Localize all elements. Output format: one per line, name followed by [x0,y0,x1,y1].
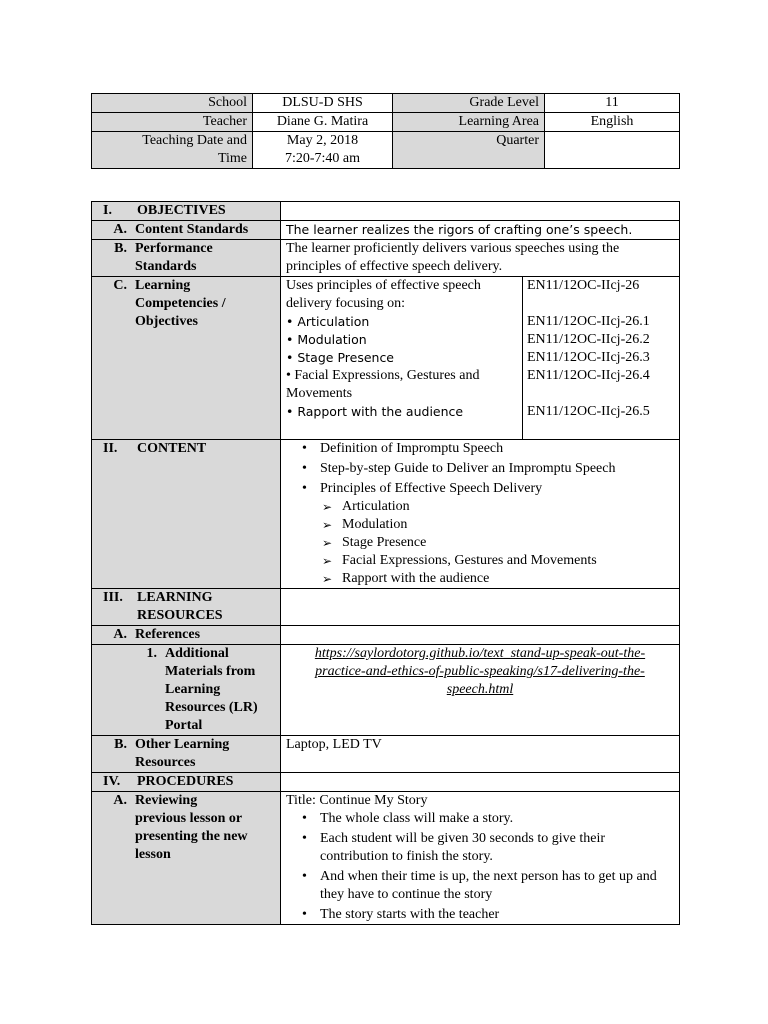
grade-label: Grade Level [393,94,545,113]
activity-bullet: • The whole class will make a story. [286,810,674,828]
content-subitem: ➢ Modulation [320,516,674,534]
school-value: DLSU-D SHS [253,94,393,113]
content-subitem: ➢ Rapport with the audience [320,570,674,588]
competency-item: • Rapport with the audience [286,404,464,419]
teacher-label: Teacher [92,113,253,132]
additional-materials-label [92,645,281,736]
date-time-value [253,132,393,169]
header-table [91,93,680,169]
activity-title: Title: Continue My Story [286,793,428,808]
additional-materials-link[interactable] [281,645,680,736]
content-subitem-list [286,498,674,588]
content-bullet: • Definition of Impromptu Speech [286,440,674,458]
competency-code: EN11/12OC-IIcj-26.5 [527,404,650,419]
competencies-title-2: Competencies / [135,296,226,311]
reviewing-content [281,792,680,925]
references-label [92,626,281,645]
content-subitem: ➢ Articulation [320,498,674,516]
activity-bullet: • The story starts with the teacher [286,906,674,924]
additional-title-2: Materials from [165,664,256,679]
reference-link-line-3[interactable]: speech.html [446,682,514,697]
competency-item: • Modulation [286,332,367,347]
other-resources-title-2: Resources [135,755,196,770]
quarter-label: Quarter [393,132,545,169]
other-resources-text: Laptop, LED TV [281,736,680,773]
other-resources-title-1: Other Learning [135,737,230,752]
content-bullet: • Step-by-step Guide to Deliver an Impromptu Speech [286,460,674,478]
objectives-blank [281,202,680,221]
content-standards-title: Content Standards [135,222,249,237]
reference-link-line-1[interactable]: https://saylordotorg.github.io/text_stand-up-speak-out-the- [314,646,646,661]
additional-title-5: Portal [165,718,203,733]
content-subitem: ➢ Facial Expressions, Gestures and Movements [320,552,674,570]
resources-blank [281,589,680,626]
section-objectives [92,202,680,221]
additional-title-3: Learning [165,682,221,697]
section-resources [92,589,680,626]
competencies-label [92,277,281,440]
header-row-date [92,132,680,169]
reviewing-title-4: lesson [135,847,171,862]
date-label-line-2: Time [217,151,247,166]
header-row-school [92,94,680,113]
resources-heading [92,589,281,626]
area-value: English [545,113,680,132]
additional-materials-num: 1. [146,646,157,661]
content-standards-text: The learner realizes the rigors of crafting one’s speech. [281,221,680,240]
additional-title-4: Resources (LR) [165,700,258,715]
content-standards-num: A. [113,222,127,237]
references-num: A. [113,627,127,642]
row-other-resources [92,736,680,773]
competencies-title-1: Learning [135,278,191,293]
competency-code: EN11/12OC-IIcj-26.3 [527,350,650,365]
additional-title-1: Additional [165,646,229,661]
reviewing-title-2: previous lesson or [135,811,243,826]
time-value: 7:20-7:40 am [284,151,361,166]
reviewing-num: A. [113,793,127,808]
lesson-plan-table [91,201,680,925]
content-bullet: • Principles of Effective Speech Delivery [286,480,674,498]
row-content-standards [92,221,680,240]
objectives-heading [92,202,281,221]
competency-item: • Articulation [286,314,370,329]
performance-standards-num: B. [114,241,127,256]
content-num: II. [103,441,118,456]
row-references [92,626,680,645]
resources-num: III. [103,590,123,605]
row-additional-materials [92,645,680,736]
teacher-value: Diane G. Matira [253,113,393,132]
competencies-content [281,277,680,440]
reviewing-label [92,792,281,925]
performance-standards-title-2: Standards [135,259,197,274]
row-competencies [92,277,680,440]
competency-code: EN11/12OC-IIcj-26.2 [527,332,650,347]
competency-code: EN11/12OC-IIcj-26 [527,278,640,293]
row-performance-standards [92,240,680,277]
objectives-title: OBJECTIVES [137,203,226,218]
performance-standards-label [92,240,281,277]
competency-item: • Stage Presence [286,350,395,365]
grade-value: 11 [545,94,680,113]
quarter-value [545,132,680,169]
competency-code: EN11/12OC-IIcj-26.4 [527,368,650,383]
competency-item: • Facial Expressions, Gestures and Movements [286,368,480,401]
content-heading [92,440,281,589]
competencies-title-3: Objectives [135,314,198,329]
performance-standards-title-1: Performance [135,241,213,256]
content-subitem: ➢ Stage Presence [320,534,674,552]
content-standards-label [92,221,281,240]
other-resources-num: B. [114,737,127,752]
section-content [92,440,680,589]
competencies-intro: Uses principles of effective speech delivery focusing on: [286,278,481,311]
competencies-num: C. [113,278,127,293]
section-procedures [92,773,680,792]
references-blank [281,626,680,645]
date-label-line-1: Teaching Date and [142,133,247,148]
competencies-codes [522,277,679,439]
performance-standards-text: The learner proficiently delivers various speeches using the principles of effective speech delivery. [281,240,680,277]
row-reviewing [92,792,680,925]
resources-title-2: RESOURCES [137,608,223,623]
activity-bullet-list [286,810,674,924]
procedures-num: IV. [103,774,121,789]
header-row-teacher [92,113,680,132]
other-resources-label [92,736,281,773]
reference-link-line-2[interactable]: practice-and-ethics-of-public-speaking/s17-delivering-the- [315,664,645,679]
procedures-blank [281,773,680,792]
reviewing-title-1: Reviewing [135,793,198,808]
competency-code: EN11/12OC-IIcj-26.1 [527,314,650,329]
procedures-title: PROCEDURES [137,774,234,789]
resources-title-1: LEARNING [137,590,213,605]
date-label [92,132,253,169]
content-title: CONTENT [137,441,207,456]
references-title: References [135,627,201,642]
activity-bullet: • Each student will be given 30 seconds to give their contribution to finish the story. [286,830,674,866]
school-label: School [92,94,253,113]
content-body [281,440,680,589]
objectives-num: I. [103,203,112,218]
procedures-heading [92,773,281,792]
area-label: Learning Area [393,113,545,132]
activity-bullet: • And when their time is up, the next person has to get up and they have to continue the story [286,868,674,904]
date-value: May 2, 2018 [286,133,359,148]
content-bullet-list [286,440,674,498]
competencies-list [286,277,522,439]
reviewing-title-3: presenting the new [135,829,248,844]
